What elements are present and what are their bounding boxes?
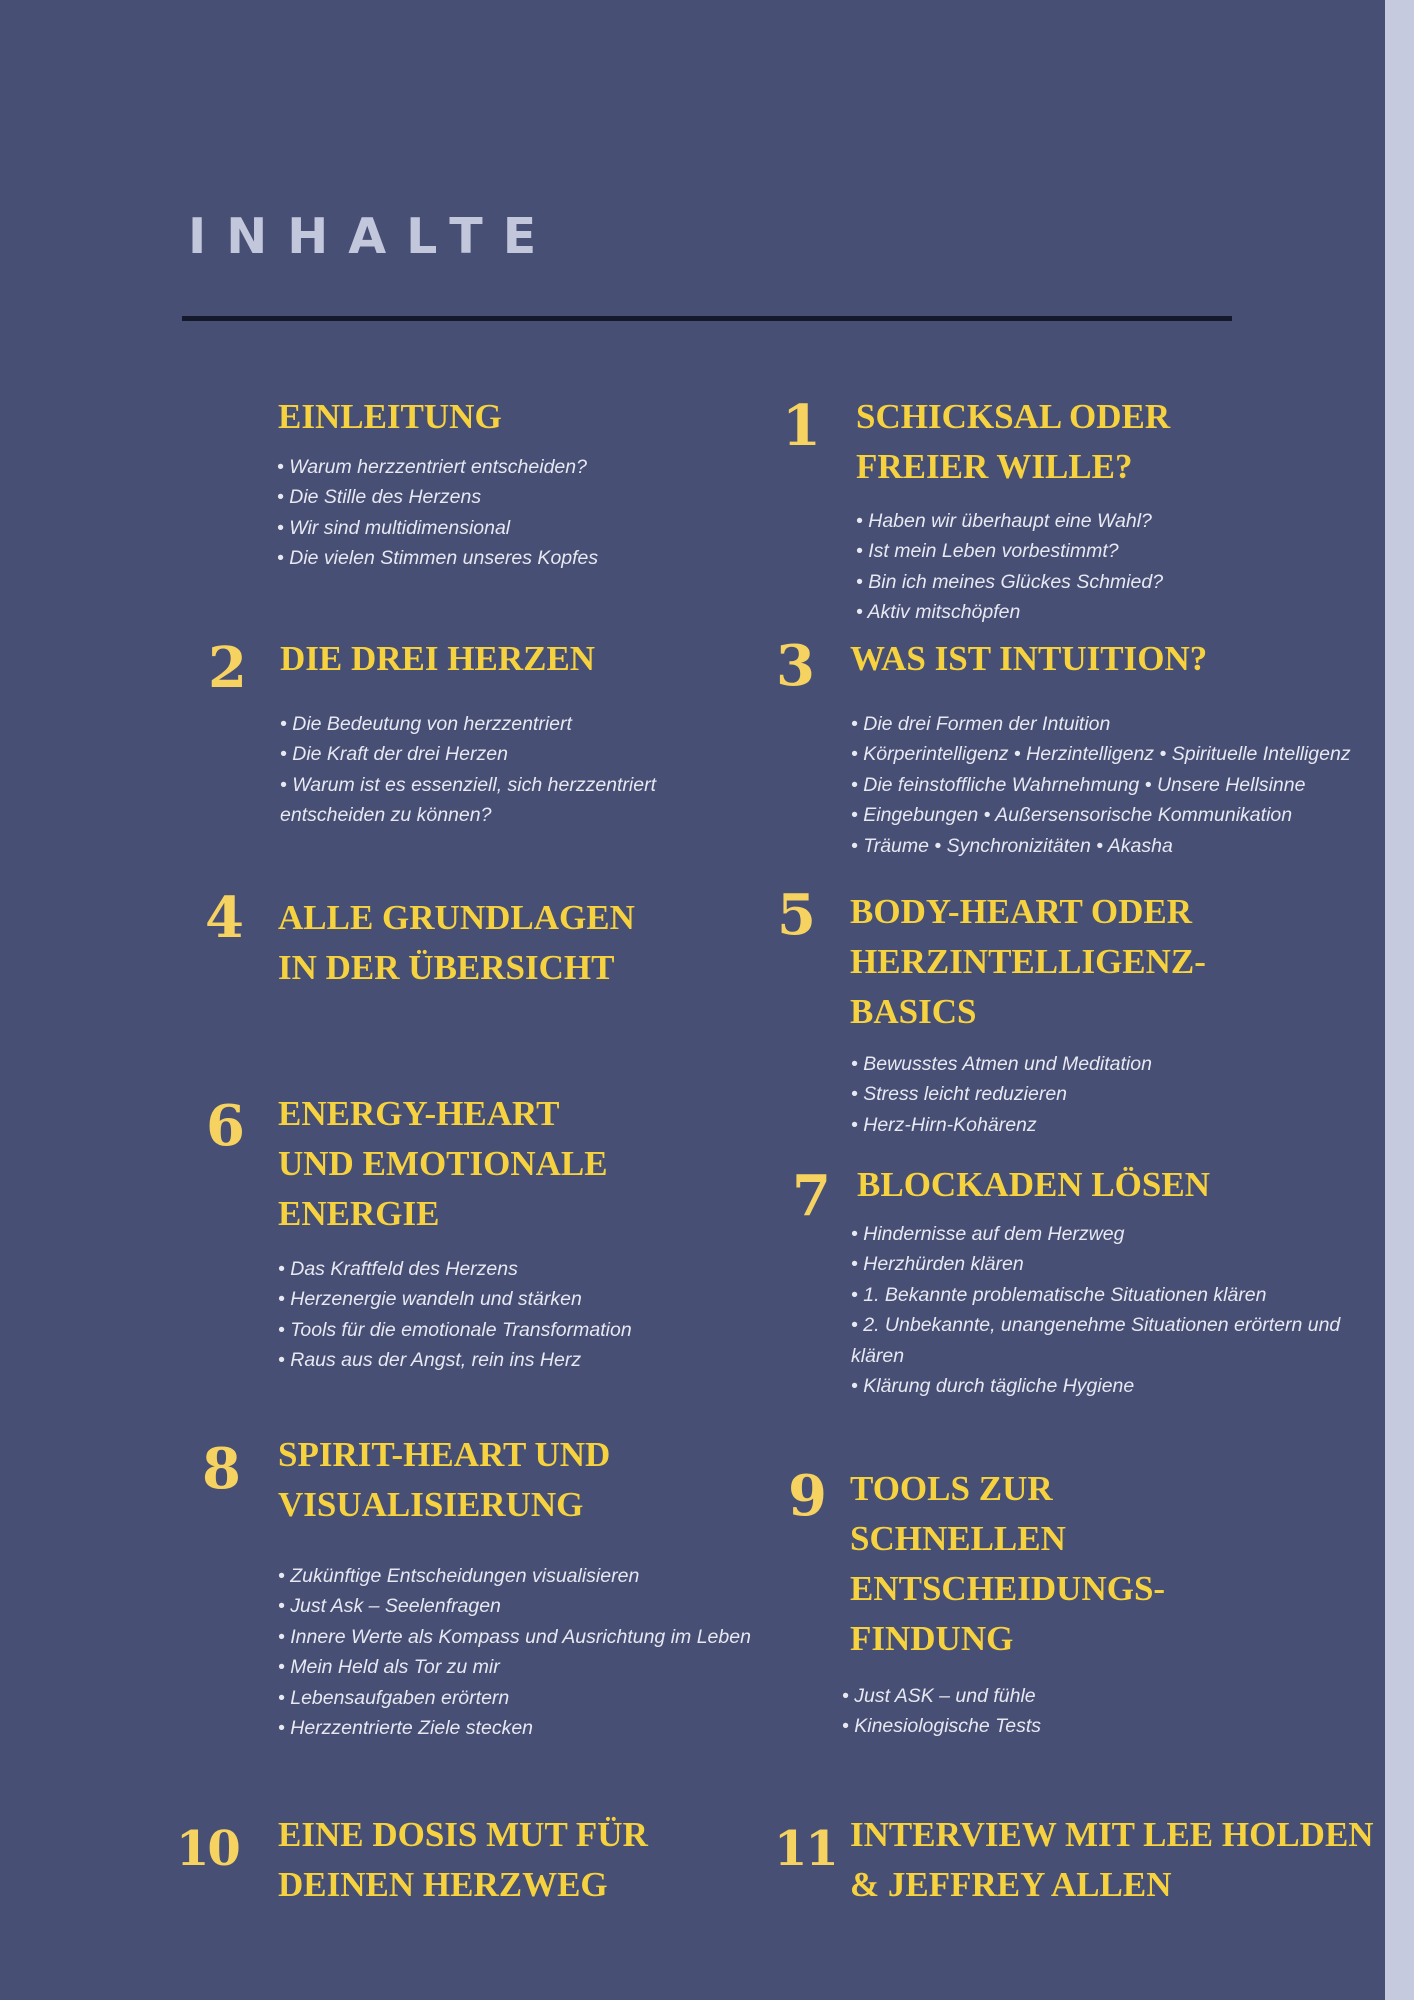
heading-line: ALLE GRUNDLAGEN: [278, 898, 635, 937]
chapter-items-1: [856, 506, 1163, 628]
chapter-items-2: [280, 709, 656, 831]
chapter-number-2: 2: [208, 635, 247, 701]
heading-line: FINDUNG: [850, 1619, 1014, 1658]
heading-line: SCHICKSAL ODER: [856, 397, 1171, 436]
list-item: klären: [851, 1344, 905, 1367]
list-item: • Das Kraftfeld des Herzens: [278, 1258, 518, 1280]
heading-line: SCHNELLEN: [850, 1519, 1066, 1558]
list-item: • Die vielen Stimmen unseres Kopfes: [277, 547, 599, 570]
list-item: • Die feinstoffliche Wahrnehmung • Unsere Hellsinne: [851, 773, 1306, 796]
chapter-heading-9: [850, 1464, 1165, 1664]
list-item: • 1. Bekannte problematische Situationen klären: [851, 1283, 1267, 1306]
list-item: • Herzenergie wandeln und stärken: [278, 1288, 582, 1311]
heading-line: ENTSCHEIDUNGS-: [850, 1569, 1166, 1608]
chapter-items-7: [851, 1219, 1340, 1401]
chapter-items-9: [842, 1681, 1041, 1742]
list-item: • 2. Unbekannte, unangenehme Situationen erörtern und: [851, 1314, 1341, 1337]
heading-line: ENERGY-HEART: [278, 1094, 560, 1133]
heading-line: SPIRIT-HEART UND: [278, 1435, 611, 1474]
list-item: • Klärung durch tägliche Hygiene: [851, 1375, 1135, 1398]
list-item: entscheiden zu können?: [280, 804, 492, 827]
chapter-heading-10: [278, 1810, 648, 1910]
list-item: • Innere Werte als Kompass und Ausrichtung im Leben: [278, 1625, 751, 1648]
chapter-heading-1: [856, 392, 1170, 492]
chapter-heading-5: [850, 887, 1206, 1037]
list-item: • Just Ask – Seelenfragen: [278, 1595, 501, 1618]
list-item: • Herzzentrierte Ziele stecken: [278, 1717, 534, 1740]
chapter-heading-4: [278, 893, 635, 993]
heading-line: FREIER WILLE?: [856, 447, 1133, 486]
list-item: • Kinesiologische Tests: [842, 1715, 1042, 1738]
chapter-number-10: 10: [176, 1821, 239, 1877]
list-item: • Herz-Hirn-Kohärenz: [851, 1113, 1037, 1136]
chapter-heading-6: [278, 1089, 608, 1239]
heading-line: VISUALISIERUNG: [278, 1485, 584, 1524]
heading-line: HERZINTELLIGENZ-: [850, 942, 1206, 981]
list-item: • Haben wir überhaupt eine Wahl?: [856, 510, 1152, 532]
heading-line: EINE DOSIS MUT FÜR: [278, 1815, 648, 1854]
list-item: • Bin ich meines Glückes Schmied?: [856, 570, 1164, 593]
list-item: • Mein Held als Tor zu mir: [278, 1656, 500, 1679]
list-item: • Die Stille des Herzens: [277, 486, 482, 509]
chapter-number-3: 3: [776, 633, 815, 699]
page-title: INHALTE: [188, 208, 557, 265]
chapter-number-1: 1: [782, 393, 821, 459]
chapter-heading-11: [850, 1810, 1374, 1910]
chapter-heading-2: [280, 634, 595, 684]
chapter-number-5: 5: [777, 882, 816, 948]
chapter-number-4: 4: [205, 885, 244, 951]
chapter-heading-3: [850, 634, 1207, 684]
list-item: • Zukünftige Entscheidungen visualisieren: [278, 1565, 640, 1587]
heading-line: & JEFFREY ALLEN: [850, 1865, 1172, 1904]
heading-line: BODY-HEART ODER: [850, 892, 1193, 931]
heading-line: WAS IST INTUITION?: [850, 639, 1208, 678]
list-item: • Bewusstes Atmen und Meditation: [851, 1053, 1152, 1075]
page-edge-strip: [1385, 0, 1414, 2000]
list-item: • Raus aus der Angst, rein ins Herz: [278, 1349, 582, 1372]
list-item: • Die Bedeutung von herzzentriert: [280, 713, 572, 735]
list-item: • Ist mein Leben vorbestimmt?: [856, 540, 1119, 563]
chapter-number-9: 9: [788, 1463, 827, 1529]
heading-line: EINLEITUNG: [278, 397, 502, 436]
list-item: • Lebensaufgaben erörtern: [278, 1686, 510, 1709]
heading-line: TOOLS ZUR: [850, 1469, 1053, 1508]
title-divider: [182, 316, 1232, 321]
list-item: • Tools für die emotionale Transformation: [278, 1318, 632, 1341]
list-item: • Wir sind multidimensional: [277, 516, 511, 539]
list-item: • Die drei Formen der Intuition: [851, 713, 1111, 735]
chapter-heading-8: [278, 1430, 610, 1530]
chapter-items-6: [278, 1254, 632, 1376]
chapter-number-11: 11: [774, 1821, 837, 1877]
list-item: • Just ASK – und fühle: [842, 1685, 1036, 1707]
list-item: • Eingebungen • Außersensorische Kommunikation: [851, 804, 1293, 827]
list-item: • Körperintelligenz • Herzintelligenz • Spirituelle Intelligenz: [851, 743, 1351, 766]
chapter-number-8: 8: [202, 1436, 241, 1502]
list-item: • Herzhürden klären: [851, 1253, 1024, 1276]
heading-line: DIE DREI HERZEN: [280, 639, 596, 678]
chapter-heading-7: [857, 1160, 1210, 1210]
heading-line: BASICS: [850, 992, 977, 1031]
list-item: • Hindernisse auf dem Herzweg: [851, 1223, 1125, 1245]
chapter-items-8: [278, 1561, 751, 1743]
list-item: • Träume • Synchronizitäten • Akasha: [851, 834, 1173, 857]
chapter-items-einleitung: [277, 452, 598, 574]
heading-line: DEINEN HERZWEG: [278, 1865, 608, 1904]
list-item: • Die Kraft der drei Herzen: [280, 743, 508, 766]
list-item: • Warum ist es essenziell, sich herzzentriert: [280, 773, 657, 796]
list-item: • Aktiv mitschöpfen: [856, 601, 1021, 624]
list-item: • Stress leicht reduzieren: [851, 1083, 1068, 1106]
heading-line: IN DER ÜBERSICHT: [278, 948, 615, 987]
chapter-items-5: [851, 1049, 1152, 1140]
chapter-heading-einleitung: [278, 392, 502, 442]
chapter-number-6: 6: [206, 1093, 245, 1159]
heading-line: BLOCKADEN LÖSEN: [857, 1165, 1210, 1204]
list-item: • Warum herzzentriert entscheiden?: [277, 456, 587, 478]
chapter-items-3: [851, 709, 1351, 861]
chapter-number-7: 7: [792, 1163, 831, 1229]
heading-line: INTERVIEW MIT LEE HOLDEN: [850, 1815, 1374, 1854]
heading-line: ENERGIE: [278, 1194, 440, 1233]
heading-line: UND EMOTIONALE: [278, 1144, 608, 1183]
